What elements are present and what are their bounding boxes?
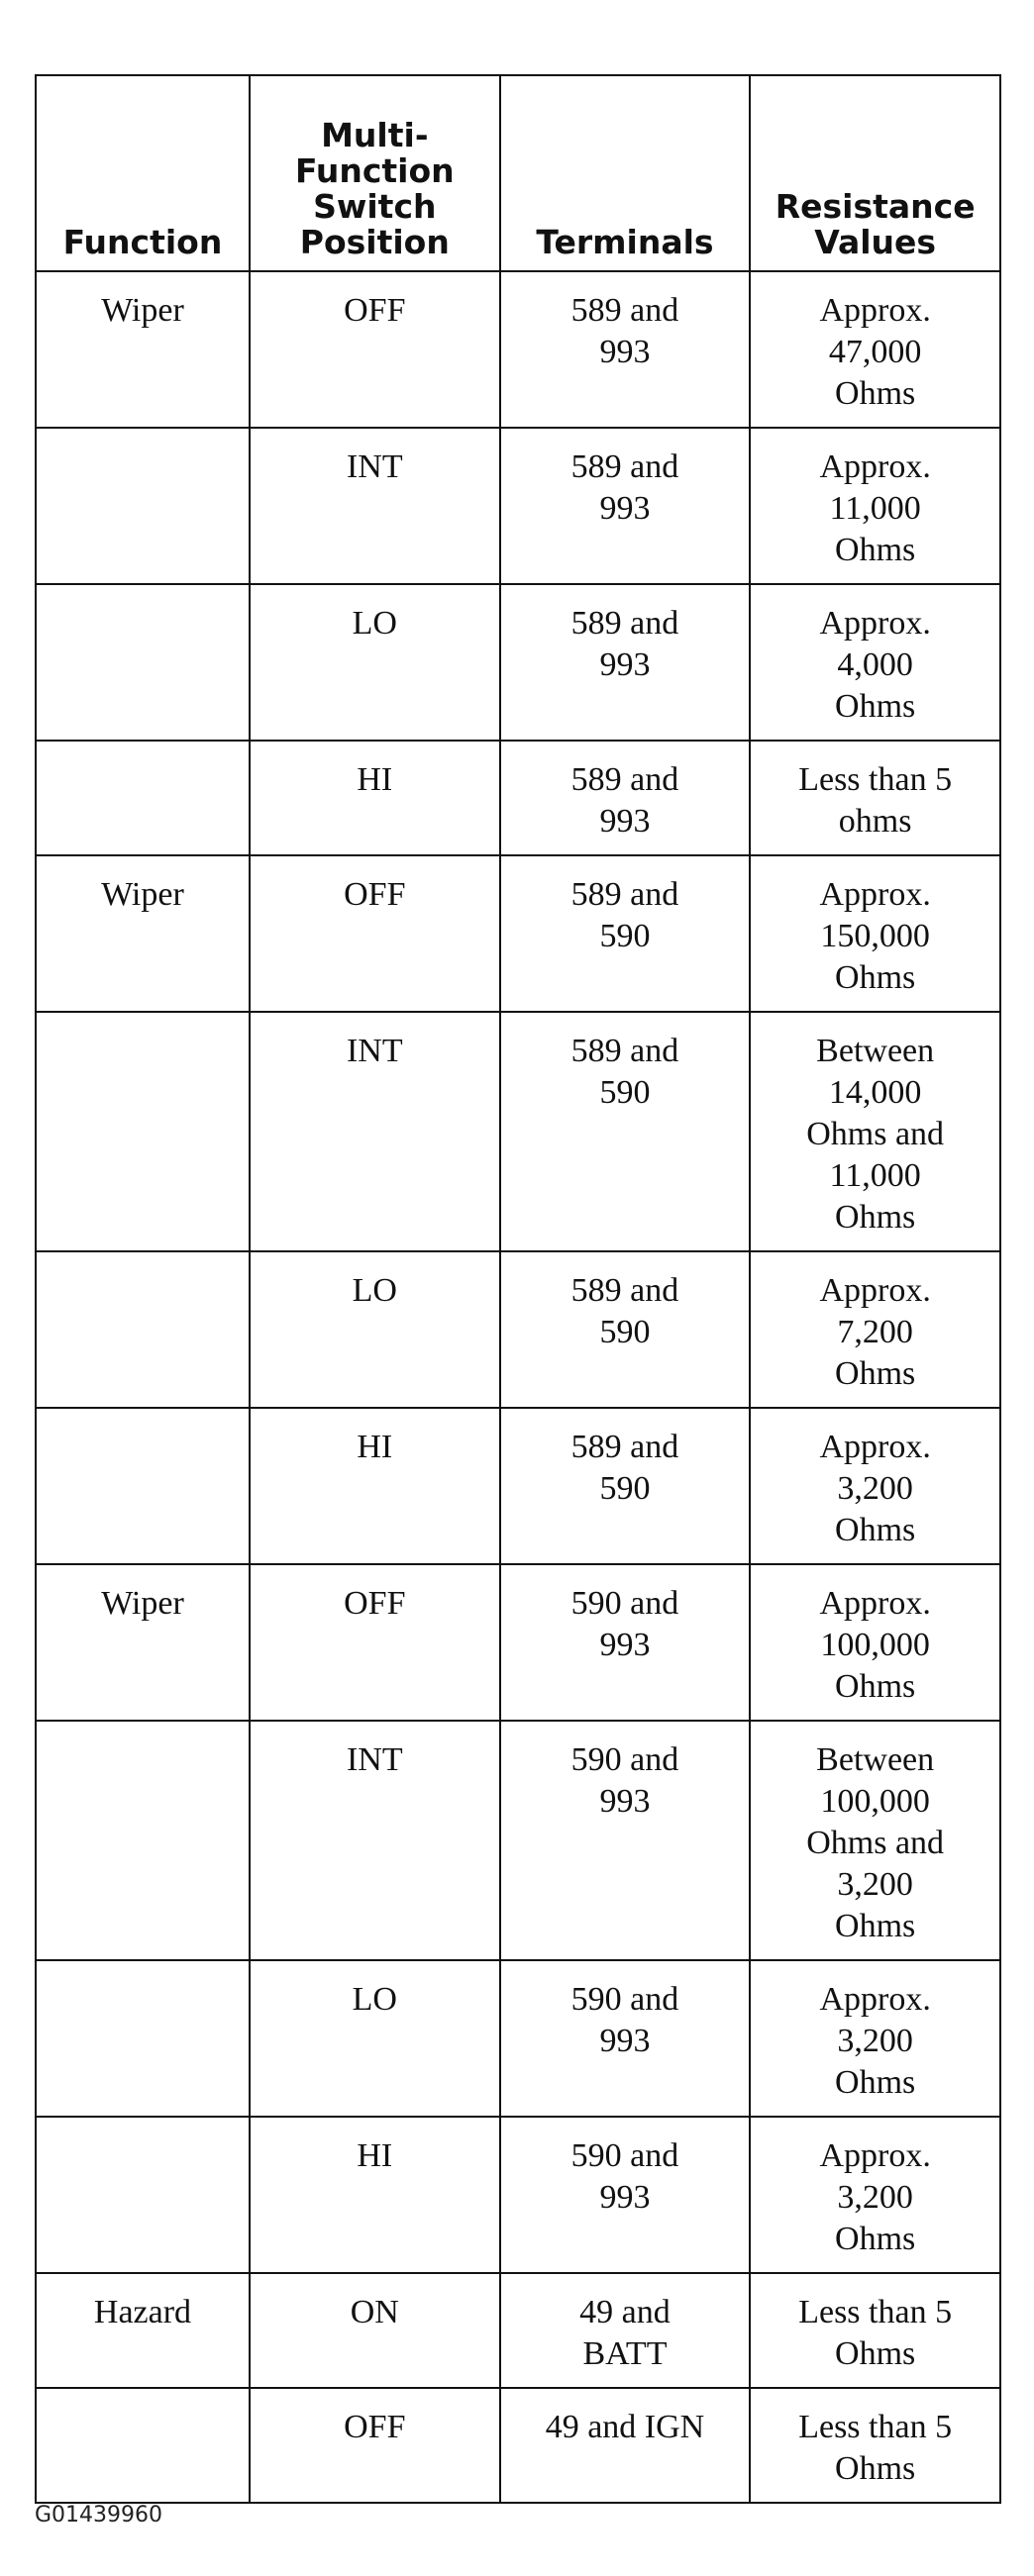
cell-resistance-value — [750, 1012, 1000, 1251]
header-switch-position: Multi- Function Switch Position — [250, 75, 500, 271]
cell-terminals — [500, 741, 751, 855]
table-row — [36, 1408, 1000, 1564]
table-row — [36, 271, 1000, 428]
cell-text: Wiper — [101, 876, 184, 913]
cell-terminals — [500, 2273, 751, 2388]
cell-text: 589 and 590 — [570, 1272, 679, 1350]
cell-text: 49 and IGN — [545, 2409, 705, 2445]
cell-switch-position — [250, 1012, 500, 1251]
cell-function — [36, 2388, 250, 2503]
cell-switch-position — [250, 2273, 500, 2388]
table-row — [36, 584, 1000, 741]
table-row — [36, 2117, 1000, 2273]
table-row — [36, 1251, 1000, 1408]
cell-text: ON — [350, 2294, 399, 2330]
cell-text: Approx. 3,200 Ohms — [819, 1981, 931, 2101]
table-row — [36, 428, 1000, 584]
cell-resistance-value — [750, 584, 1000, 741]
cell-function — [36, 2117, 250, 2273]
resistance-table — [35, 74, 1001, 2504]
cell-text: OFF — [344, 292, 406, 329]
cell-text: 49 and BATT — [579, 2294, 671, 2372]
table-row — [36, 1960, 1000, 2117]
cell-switch-position — [250, 1564, 500, 1721]
cell-switch-position — [250, 1251, 500, 1408]
cell-terminals — [500, 855, 751, 1012]
cell-text: 589 and 993 — [570, 448, 679, 527]
cell-text: LO — [352, 1981, 397, 2018]
cell-text: 590 and 993 — [570, 1741, 679, 1820]
table-row — [36, 1721, 1000, 1960]
cell-resistance-value — [750, 741, 1000, 855]
cell-resistance-value — [750, 1251, 1000, 1408]
cell-switch-position — [250, 741, 500, 855]
cell-text: 589 and 993 — [570, 292, 679, 370]
cell-text: Wiper — [101, 1585, 184, 1622]
cell-terminals — [500, 2388, 751, 2503]
cell-function — [36, 2273, 250, 2388]
cell-text: HI — [357, 1429, 393, 1465]
cell-resistance-value — [750, 855, 1000, 1012]
cell-text: 589 and 590 — [570, 1033, 679, 1111]
cell-terminals — [500, 271, 751, 428]
cell-text: Approx. 3,200 Ohms — [819, 2137, 931, 2257]
table-row — [36, 855, 1000, 1012]
cell-terminals — [500, 1012, 751, 1251]
table-row — [36, 2388, 1000, 2503]
cell-function — [36, 271, 250, 428]
cell-switch-position — [250, 1960, 500, 2117]
cell-resistance-value — [750, 271, 1000, 428]
cell-text: Less than 5 ohms — [798, 761, 953, 840]
header-resistance-values: Resistance Values — [750, 75, 1000, 271]
cell-terminals — [500, 428, 751, 584]
cell-text: 590 and 993 — [570, 1585, 679, 1663]
header-terminals: Terminals — [500, 75, 751, 271]
cell-resistance-value — [750, 2117, 1000, 2273]
cell-text: 589 and 993 — [570, 761, 679, 840]
cell-resistance-value — [750, 1721, 1000, 1960]
cell-resistance-value — [750, 1564, 1000, 1721]
cell-function — [36, 741, 250, 855]
cell-text: Less than 5 Ohms — [798, 2294, 953, 2372]
cell-function — [36, 1564, 250, 1721]
cell-text: Approx. 100,000 Ohms — [819, 1585, 931, 1705]
cell-text: LO — [352, 605, 397, 642]
table-row — [36, 2273, 1000, 2388]
cell-function — [36, 1012, 250, 1251]
figure-id: G01439960 — [35, 2503, 163, 2527]
cell-text: OFF — [344, 876, 406, 913]
cell-text: Approx. 11,000 Ohms — [819, 448, 931, 568]
cell-resistance-value — [750, 1960, 1000, 2117]
cell-text: Approx. 4,000 Ohms — [819, 605, 931, 725]
table-row — [36, 1564, 1000, 1721]
cell-resistance-value — [750, 2273, 1000, 2388]
cell-switch-position — [250, 855, 500, 1012]
cell-switch-position — [250, 1721, 500, 1960]
cell-function — [36, 428, 250, 584]
cell-text: Wiper — [101, 292, 184, 329]
cell-text: 590 and 993 — [570, 1981, 679, 2059]
cell-function — [36, 584, 250, 741]
cell-terminals — [500, 584, 751, 741]
table-body — [36, 271, 1000, 2503]
header-function: Function — [36, 75, 250, 271]
cell-resistance-value — [750, 1408, 1000, 1564]
cell-text: INT — [346, 1741, 403, 1778]
cell-function — [36, 1408, 250, 1564]
cell-switch-position — [250, 428, 500, 584]
cell-terminals — [500, 2117, 751, 2273]
table-row — [36, 1012, 1000, 1251]
cell-text: 589 and 590 — [570, 1429, 679, 1507]
cell-terminals — [500, 1408, 751, 1564]
cell-text: Approx. 47,000 Ohms — [819, 292, 931, 412]
cell-terminals — [500, 1251, 751, 1408]
cell-function — [36, 1721, 250, 1960]
cell-text: HI — [357, 761, 393, 798]
cell-text: Less than 5 Ohms — [798, 2409, 953, 2487]
cell-text: Hazard — [93, 2294, 192, 2330]
cell-text: HI — [357, 2137, 393, 2174]
cell-text: OFF — [344, 2409, 406, 2445]
cell-text: Between 14,000 Ohms and 11,000 Ohms — [806, 1033, 945, 1236]
cell-switch-position — [250, 584, 500, 741]
cell-switch-position — [250, 1408, 500, 1564]
cell-text: OFF — [344, 1585, 406, 1622]
cell-switch-position — [250, 271, 500, 428]
cell-terminals — [500, 1721, 751, 1960]
table-row — [36, 741, 1000, 855]
cell-function — [36, 855, 250, 1012]
table-header-row — [36, 75, 1000, 271]
cell-text: 590 and 993 — [570, 2137, 679, 2216]
cell-terminals — [500, 1564, 751, 1721]
cell-terminals — [500, 1960, 751, 2117]
cell-text: Approx. 3,200 Ohms — [819, 1429, 931, 1548]
cell-text: 589 and 590 — [570, 876, 679, 954]
cell-text: INT — [346, 448, 403, 485]
cell-switch-position — [250, 2388, 500, 2503]
cell-text: 589 and 993 — [570, 605, 679, 683]
cell-resistance-value — [750, 2388, 1000, 2503]
cell-switch-position — [250, 2117, 500, 2273]
cell-resistance-value — [750, 428, 1000, 584]
cell-text: Between 100,000 Ohms and 3,200 Ohms — [806, 1741, 945, 1944]
cell-text: LO — [352, 1272, 397, 1309]
cell-function — [36, 1960, 250, 2117]
cell-text: Approx. 150,000 Ohms — [819, 876, 931, 996]
cell-text: INT — [346, 1033, 403, 1069]
cell-function — [36, 1251, 250, 1408]
cell-text: Approx. 7,200 Ohms — [819, 1272, 931, 1392]
